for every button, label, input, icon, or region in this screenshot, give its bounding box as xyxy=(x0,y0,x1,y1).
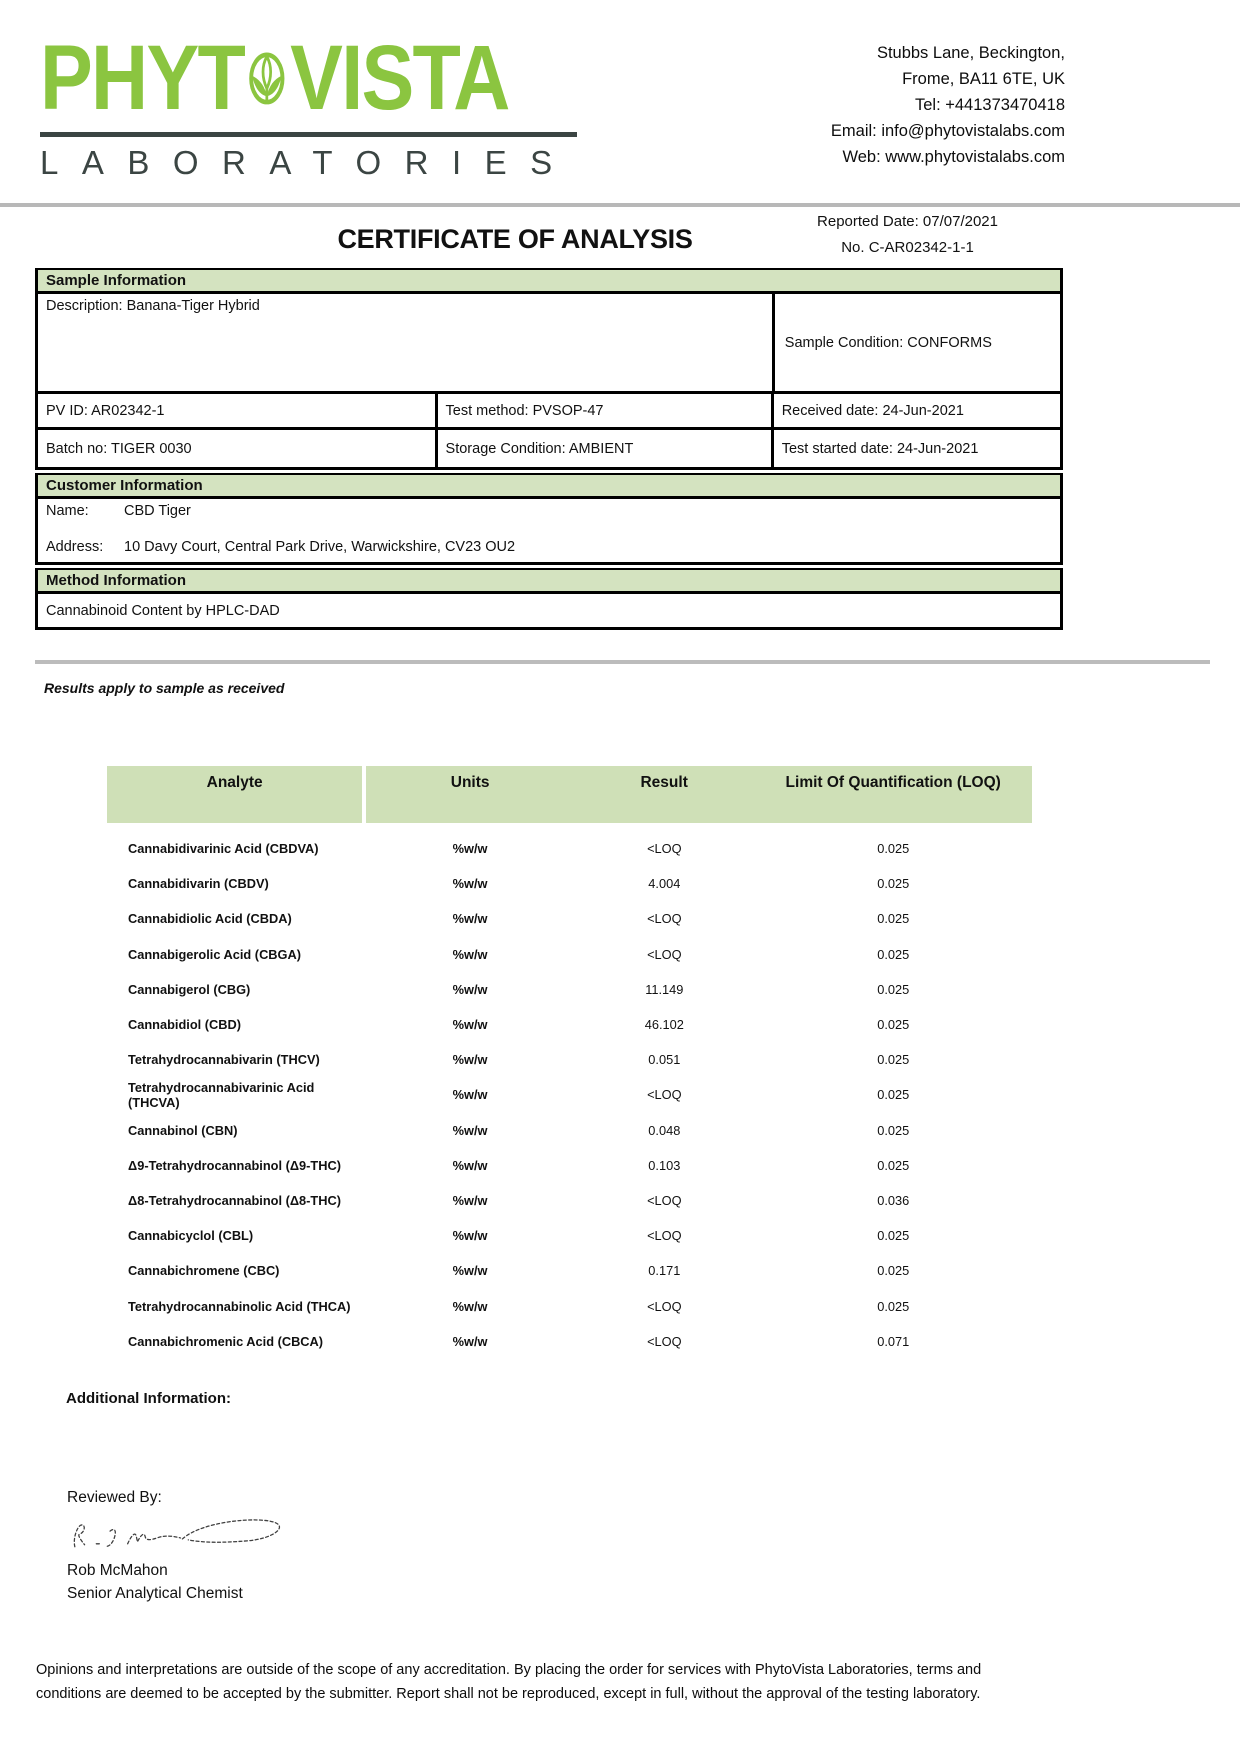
result-cell: 4.004 xyxy=(648,876,681,892)
reported-date: Reported Date: 07/07/2021 xyxy=(817,213,998,230)
certificate-number: No. C-AR02342-1-1 xyxy=(841,239,974,256)
batch-row xyxy=(35,430,1063,470)
loq-cell: 0.025 xyxy=(877,946,910,962)
units-cell: %w/w xyxy=(452,1017,488,1033)
logo-text-phyt: PHYT xyxy=(40,26,245,129)
loq-cell: 0.025 xyxy=(877,841,910,857)
results-table-header xyxy=(107,766,1032,823)
loq-cell: 0.025 xyxy=(877,1298,910,1314)
table-row xyxy=(107,901,1032,936)
units-cell: %w/w xyxy=(452,1087,488,1103)
info-table xyxy=(35,268,1063,630)
name-label: Name: xyxy=(46,503,89,519)
result-cell: <LOQ xyxy=(647,1192,682,1208)
units-cell: %w/w xyxy=(452,1192,488,1208)
sample-condition-cell: Sample Condition: CONFORMS xyxy=(784,334,992,351)
results-table-body xyxy=(107,831,1032,1359)
pv-id-row xyxy=(35,394,1063,430)
col-header-units: Units xyxy=(450,774,490,791)
web-line: Web: www.phytovistalabs.com xyxy=(842,148,1065,166)
additional-info-heading: Additional Information: xyxy=(66,1390,231,1407)
result-cell: <LOQ xyxy=(647,1087,682,1103)
name-value: CBD Tiger xyxy=(124,503,191,519)
reviewer-title: Senior Analytical Chemist xyxy=(67,1585,243,1602)
analyte-cell: Cannabidiol (CBD) xyxy=(128,1017,242,1033)
analyte-cell: Δ9-Tetrahydrocannabinol (Δ9-THC) xyxy=(128,1157,341,1173)
table-row xyxy=(107,1183,1032,1218)
section-header-sample-information: Sample Information xyxy=(35,268,1063,294)
signature-image xyxy=(67,1513,292,1557)
received-date-cell: Received date: 24-Jun-2021 xyxy=(781,402,964,419)
header-rule xyxy=(0,203,1240,207)
units-cell: %w/w xyxy=(452,1052,488,1068)
address-value: 10 Davy Court, Central Park Drive, Warwickshire, CV23 OU2 xyxy=(124,539,516,555)
units-cell: %w/w xyxy=(452,1298,488,1314)
description-cell: Description: Banana-Tiger Hybrid xyxy=(46,298,260,314)
address-line-2: Frome, BA11 6TE, UK xyxy=(902,70,1065,88)
customer-cell xyxy=(38,499,1060,562)
col-header-loq: Limit Of Quantification (LOQ) xyxy=(785,774,1001,791)
batch-no-cell: Batch no: TIGER 0030 xyxy=(46,440,192,457)
logo-text-vista: VISTA xyxy=(290,26,509,129)
table-row xyxy=(107,1077,1032,1112)
footer-disclaimer: Opinions and interpretations are outside of the scope of any accreditation. By placing the order for services with PhytoVista Laboratories, terms and conditions are deemed to be accepted by the submitter. Report shall not be reproduced, except in full, without the approval of the testing laboratory. xyxy=(36,1662,982,1702)
table-row xyxy=(107,1148,1032,1183)
method-row xyxy=(35,594,1063,630)
method-cell: Cannabinoid Content by HPLC-DAD xyxy=(46,602,280,619)
table-row xyxy=(107,1253,1032,1288)
phone-line: Tel: +441373470418 xyxy=(914,96,1065,114)
units-cell: %w/w xyxy=(452,876,488,892)
units-cell: %w/w xyxy=(452,946,488,962)
units-cell: %w/w xyxy=(452,1157,488,1173)
email-line: Email: info@phytovistalabs.com xyxy=(830,122,1065,140)
reviewer-name: Rob McMahon xyxy=(67,1562,168,1579)
result-cell: <LOQ xyxy=(647,841,682,857)
section-header-method-information: Method Information xyxy=(35,568,1063,594)
loq-cell: 0.025 xyxy=(877,1157,910,1173)
signature-block xyxy=(67,1486,292,1605)
result-cell: 0.048 xyxy=(648,1122,681,1138)
header-right-block xyxy=(366,766,1032,823)
units-cell: %w/w xyxy=(452,1228,488,1244)
table-row xyxy=(107,866,1032,901)
units-cell: %w/w xyxy=(452,841,488,857)
storage-condition-cell: Storage Condition: AMBIENT xyxy=(445,440,634,457)
analyte-cell: Cannabigerolic Acid (CBGA) xyxy=(128,946,302,962)
analyte-cell: Cannabinol (CBN) xyxy=(128,1122,238,1138)
leaf-icon xyxy=(248,30,287,126)
test-started-date-cell: Test started date: 24-Jun-2021 xyxy=(781,440,979,457)
loq-cell: 0.025 xyxy=(877,981,910,997)
units-cell: %w/w xyxy=(452,1122,488,1138)
loq-cell: 0.025 xyxy=(877,1017,910,1033)
table-row xyxy=(107,1113,1032,1148)
pv-id-cell: PV ID: AR02342-1 xyxy=(46,402,165,419)
col-header-result: Result xyxy=(640,774,688,791)
loq-cell: 0.025 xyxy=(877,1228,910,1244)
loq-cell: 0.071 xyxy=(877,1333,910,1349)
analyte-cell: Cannabichromenic Acid (CBCA) xyxy=(128,1333,324,1349)
section-header-customer-information: Customer Information xyxy=(35,473,1063,499)
analyte-cell: Tetrahydrocannabivarinic Acid (THCVA) xyxy=(128,1079,315,1110)
units-cell: %w/w xyxy=(452,1333,488,1349)
test-method-cell: Test method: PVSOP-47 xyxy=(445,402,604,419)
address-line-1: Stubbs Lane, Beckington, xyxy=(876,44,1065,62)
analyte-cell: Δ8-Tetrahydrocannabinol (Δ8-THC) xyxy=(128,1192,341,1208)
results-note: Results apply to sample as received xyxy=(44,680,285,696)
address-label: Address: xyxy=(46,539,104,555)
loq-cell: 0.025 xyxy=(877,876,910,892)
units-cell: %w/w xyxy=(452,981,488,997)
result-cell: 0.103 xyxy=(648,1157,681,1173)
customer-name-line xyxy=(46,503,1054,519)
analyte-cell: Cannabidivarinic Acid (CBDVA) xyxy=(128,841,319,857)
loq-cell: 0.025 xyxy=(877,911,910,927)
analyte-cell: Cannabidiolic Acid (CBDA) xyxy=(128,911,292,927)
result-cell: <LOQ xyxy=(647,1298,682,1314)
result-cell: <LOQ xyxy=(647,946,682,962)
result-cell: 11.149 xyxy=(645,981,684,997)
table-row xyxy=(107,1007,1032,1042)
result-cell: 0.171 xyxy=(648,1263,681,1279)
page-title: CERTIFICATE OF ANALYSIS xyxy=(337,224,693,254)
logo-wordmark xyxy=(40,26,509,129)
phytovista-logo xyxy=(40,26,585,182)
logo-divider xyxy=(40,132,577,137)
lab-contact-block xyxy=(600,40,1065,170)
loq-cell: 0.036 xyxy=(877,1192,910,1208)
results-divider-rule xyxy=(35,660,1210,664)
description-row xyxy=(35,294,1063,394)
analyte-cell: Cannabicyclol (CBL) xyxy=(128,1228,254,1244)
table-row xyxy=(107,1218,1032,1253)
table-row xyxy=(107,972,1032,1007)
analyte-cell: Tetrahydrocannabivarin (THCV) xyxy=(128,1052,320,1068)
units-cell: %w/w xyxy=(452,1263,488,1279)
loq-cell: 0.025 xyxy=(877,1087,910,1103)
table-row xyxy=(107,1324,1032,1359)
reviewed-by-label: Reviewed By: xyxy=(67,1489,162,1506)
results-table xyxy=(107,766,1032,1359)
table-row xyxy=(107,937,1032,972)
units-cell: %w/w xyxy=(452,911,488,927)
result-cell: <LOQ xyxy=(647,1333,682,1349)
result-cell: <LOQ xyxy=(647,1228,682,1244)
table-row xyxy=(107,1042,1032,1077)
loq-cell: 0.025 xyxy=(877,1263,910,1279)
col-header-analyte: Analyte xyxy=(107,766,362,823)
table-row xyxy=(107,831,1032,866)
analyte-cell: Cannabichromene (CBC) xyxy=(128,1263,280,1279)
loq-cell: 0.025 xyxy=(877,1052,910,1068)
analyte-cell: Cannabidivarin (CBDV) xyxy=(128,876,269,892)
result-cell: 46.102 xyxy=(644,1017,684,1033)
result-cell: 0.051 xyxy=(648,1052,681,1068)
customer-address-line xyxy=(46,539,1054,555)
result-cell: <LOQ xyxy=(647,911,682,927)
logo-subtitle: LABORATORIES xyxy=(40,144,576,181)
table-row xyxy=(107,1288,1032,1323)
analyte-cell: Cannabigerol (CBG) xyxy=(128,981,251,997)
customer-row xyxy=(35,499,1063,565)
loq-cell: 0.025 xyxy=(877,1122,910,1138)
analyte-cell: Tetrahydrocannabinolic Acid (THCA) xyxy=(128,1298,351,1314)
